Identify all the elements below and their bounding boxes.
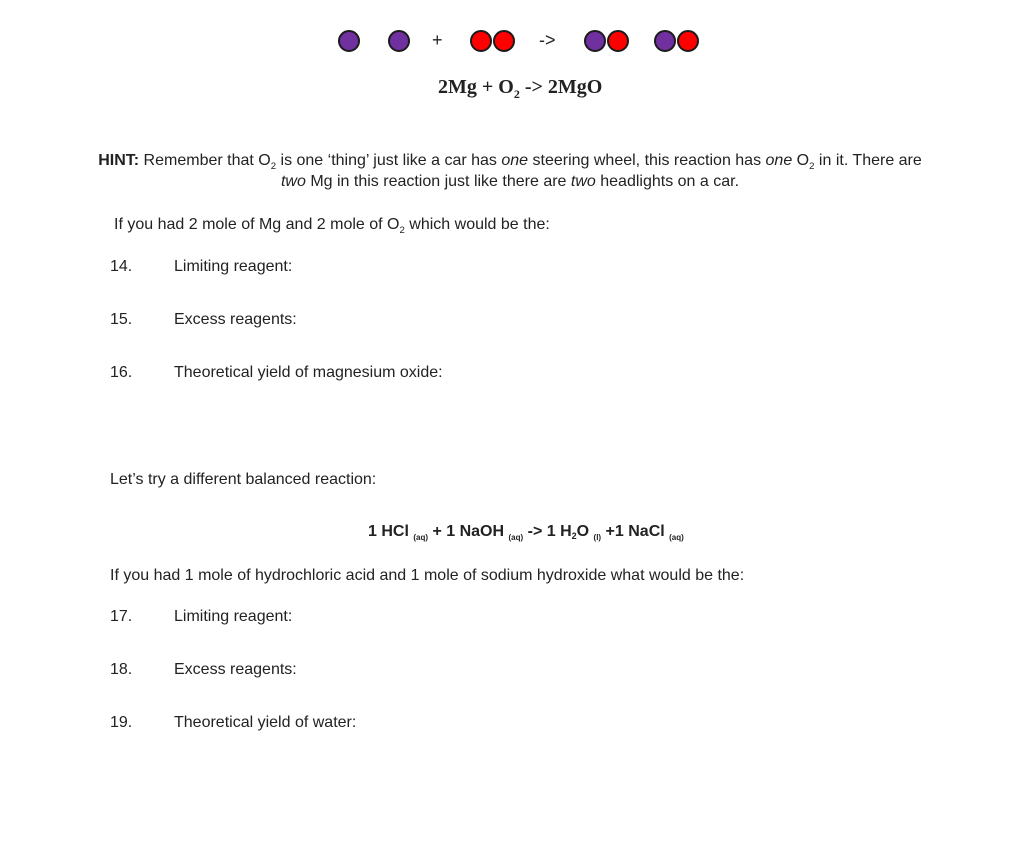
arrow-sign: -> (539, 30, 556, 50)
eq-arrow: -> (524, 76, 543, 98)
eq2-part-2: + 1 NaOH (428, 523, 509, 540)
hint-text-6: Mg in this reaction just like there are (305, 173, 571, 190)
question-label: Limiting reagent: (174, 258, 293, 275)
equation-hcl-naoh (368, 523, 684, 542)
eq2-part-3: -> 1 H (523, 523, 572, 540)
molecule-diagram (0, 22, 1024, 62)
intro-second-reaction: Let’s try a different balanced reaction: (110, 471, 377, 488)
hint-text-7: headlights on a car. (595, 173, 740, 190)
mg-atom-icon (584, 30, 606, 52)
plus-sign: + (432, 30, 443, 50)
reactant-o2 (498, 76, 520, 101)
question-number: 16. (110, 364, 133, 381)
eq2-part-1: 1 HCl (368, 523, 414, 540)
o-subscript: 2 (513, 87, 520, 101)
hint-paragraph (60, 150, 960, 192)
hint-sub-2: 2 (809, 161, 815, 173)
hint-sub-1: 2 (270, 161, 277, 173)
eq2-state-1: (aq) (413, 533, 429, 542)
hint-emphasis-two: two (280, 173, 306, 190)
equation-mg-o2 (438, 76, 602, 99)
question-label: Theoretical yield of water: (174, 714, 357, 731)
eq2-state-2: (aq) (508, 533, 524, 542)
eq2-sub-3: 2 (571, 531, 577, 541)
hint-emphasis-one-2: one (765, 152, 793, 169)
eq2-state-4: (l) (593, 533, 602, 542)
reactant-mg: 2Mg (438, 76, 477, 98)
mg-atom-icon (654, 30, 676, 52)
prompt1-text-1: If you had 2 mole of Mg and 2 mole of O (114, 216, 400, 233)
product-mgo: 2MgO (547, 76, 603, 98)
o-atom-icon (677, 30, 699, 52)
hint-emphasis-one: one (501, 152, 529, 169)
prompt-mg-o2 (114, 214, 550, 235)
hint-text-4: O (792, 152, 810, 169)
prompt1-text-2: which would be the: (404, 216, 550, 233)
question-label: Excess reagents: (174, 661, 297, 678)
hint-text-2: is one ‘thing’ just like a car has (276, 152, 502, 169)
question-number: 15. (110, 311, 133, 328)
question-label: Limiting reagent: (174, 608, 293, 625)
prompt-hcl-naoh: If you had 1 mole of hydrochloric acid and 1 mole of sodium hydroxide what would be the: (110, 567, 745, 584)
o-atom-icon (493, 30, 515, 52)
eq2-part-5: +1 NaCl (601, 523, 670, 540)
prompt1-sub: 2 (399, 225, 405, 237)
question-label: Theoretical yield of magnesium oxide: (174, 364, 443, 381)
o-symbol: O (498, 76, 514, 98)
hint-emphasis-two-2: two (570, 173, 596, 190)
hint-label: HINT: (98, 152, 140, 169)
o-atom-icon (607, 30, 629, 52)
mg-atom-icon (338, 30, 360, 52)
eq-plus: + (481, 76, 494, 98)
o-atom-icon (470, 30, 492, 52)
eq2-part-4: O (576, 523, 594, 540)
hint-text-5: in it. There are (814, 152, 922, 169)
question-number: 14. (110, 258, 133, 275)
hint-text-3: steering wheel, this reaction has (528, 152, 766, 169)
eq2-state-5: (aq) (669, 533, 684, 542)
question-number: 18. (110, 661, 133, 678)
question-number: 17. (110, 608, 133, 625)
question-label: Excess reagents: (174, 311, 297, 328)
question-number: 19. (110, 714, 133, 731)
hint-text-1: Remember that O (139, 152, 271, 169)
mg-atom-icon (388, 30, 410, 52)
